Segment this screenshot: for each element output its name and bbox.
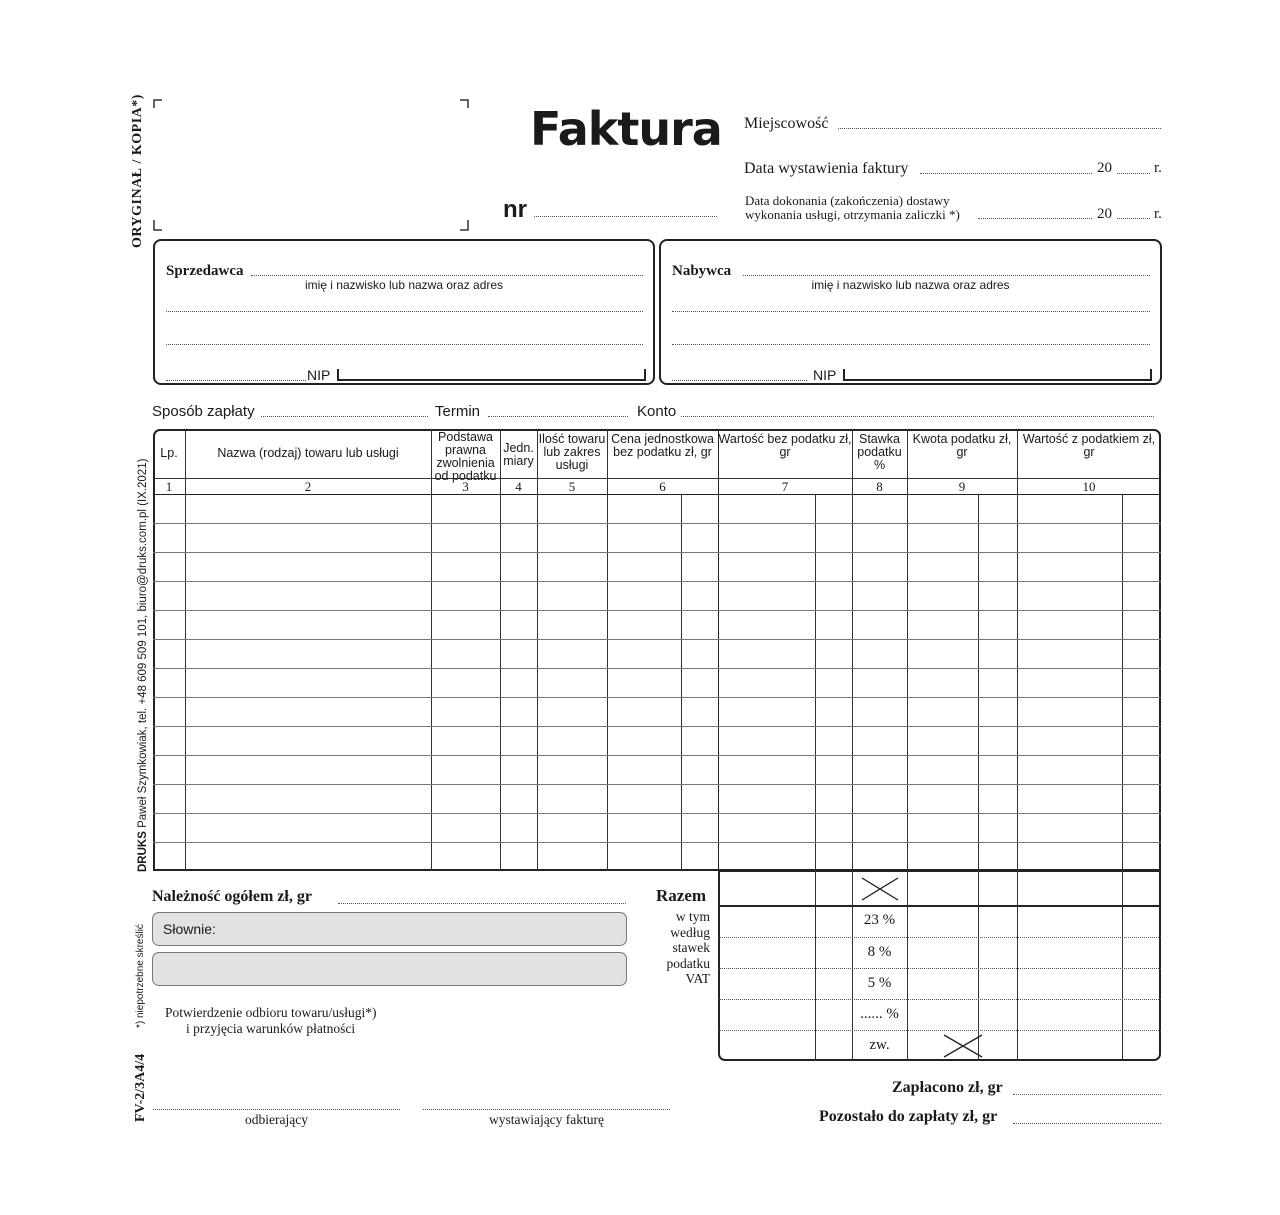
column-header: Wartość bez podatku zł, gr	[718, 432, 852, 459]
table-row[interactable]	[153, 523, 1161, 552]
payment-account-label: Konto	[637, 403, 677, 420]
vat-summary-frame	[718, 871, 1161, 1061]
table-row[interactable]	[153, 726, 1161, 755]
seller-nip-field[interactable]	[337, 369, 646, 381]
total-due-field[interactable]	[338, 903, 626, 904]
amount-in-words-field-2[interactable]	[152, 952, 627, 986]
row-divider	[153, 784, 1161, 785]
cross-mark-icon	[860, 876, 900, 902]
payment-method-label: Sposób zapłaty	[152, 403, 255, 420]
buyer-nip-prefix-line	[672, 380, 807, 381]
table-row[interactable]	[153, 697, 1161, 726]
form-code: FV-2/3A4/4	[133, 1053, 148, 1122]
payment-method-field[interactable]	[261, 416, 428, 417]
delivery-date-year-suffix: r.	[1154, 206, 1162, 222]
vat-row-divider	[718, 1030, 1161, 1031]
vat-column-divider	[1017, 871, 1018, 1061]
issue-date-label: Data wystawienia faktury	[744, 160, 909, 177]
column-header: Jedn. miary	[503, 441, 534, 468]
vat-column-divider	[907, 871, 908, 1061]
buyer-address-line2[interactable]	[672, 344, 1150, 345]
vat-rate-cell[interactable]	[853, 937, 906, 968]
payment-term-field[interactable]	[488, 416, 628, 417]
row-divider	[153, 726, 1161, 727]
vat-rate-label: 5 %	[867, 974, 892, 991]
column-number: 2	[304, 479, 312, 494]
column-number: 9	[958, 479, 966, 494]
row-divider	[153, 842, 1161, 843]
column-number: 1	[165, 479, 173, 494]
vat-rate-cell[interactable]	[853, 1030, 906, 1061]
table-row[interactable]	[153, 610, 1161, 639]
column-number: 7	[781, 479, 789, 494]
row-divider	[153, 523, 1161, 524]
buyer-hint: imię i nazwisko lub nazwa oraz adres	[811, 278, 1010, 292]
confirm-receipt-line2: i przyjęcia warunków płatności	[186, 1021, 356, 1036]
seller-nip-label: NIP	[307, 367, 331, 383]
vat-caption-line: podatku	[666, 955, 710, 971]
table-row[interactable]	[153, 813, 1161, 842]
issue-date-field[interactable]	[920, 173, 1092, 174]
column-header: Cena jednostkowa bez podatku zł, gr	[611, 432, 714, 459]
vat-decimal-divider	[815, 871, 816, 1061]
column-number: 6	[659, 479, 666, 494]
seller-hint: imię i nazwisko lub nazwa oraz adres	[304, 278, 504, 292]
table-row[interactable]	[153, 581, 1161, 610]
invoice-number-label: nr	[503, 196, 527, 223]
issuer-signature-field[interactable]	[423, 1109, 670, 1110]
delivery-date-label-line1: Data dokonania (zakończenia) dostawy	[745, 193, 950, 208]
vat-row-divider	[718, 999, 1161, 1000]
seller-nip-prefix-line	[166, 380, 306, 381]
column-number: 5	[568, 479, 576, 494]
row-divider	[153, 639, 1161, 640]
buyer-box	[659, 239, 1162, 385]
table-row[interactable]	[153, 755, 1161, 784]
buyer-name-field[interactable]	[743, 275, 1150, 276]
seller-address-line2[interactable]	[166, 344, 643, 345]
vat-caption-line: VAT	[685, 971, 710, 986]
vat-caption-line: stawek	[672, 940, 710, 955]
buyer-nip-field[interactable]	[843, 369, 1152, 381]
paid-field[interactable]	[1013, 1094, 1161, 1095]
place-label: Miejscowość	[744, 115, 829, 132]
column-header: Lp.	[160, 446, 178, 460]
column-header: Wartość z podatkiem zł, gr	[1022, 432, 1156, 459]
paid-label: Zapłacono zł, gr	[892, 1079, 1003, 1096]
column-number: 3	[462, 479, 469, 494]
column-number: 8	[876, 479, 883, 494]
delivery-date-label-line2: wykonania usługi, otrzymania zaliczki *)	[745, 207, 960, 222]
buyer-address-line1[interactable]	[672, 311, 1150, 312]
receiver-label: odbierający	[245, 1112, 308, 1127]
delivery-date-year-prefix: 20	[1097, 206, 1112, 222]
vat-rate-label: zw.	[869, 1036, 890, 1053]
remaining-label: Pozostało do zapłaty zł, gr	[819, 1108, 998, 1125]
vat-rate-label: 8 %	[867, 943, 892, 960]
issuer-label: wystawiający fakturę	[488, 1112, 605, 1127]
remaining-field[interactable]	[1013, 1123, 1161, 1124]
table-row[interactable]	[153, 494, 1161, 523]
payment-term-label: Termin	[435, 403, 481, 420]
vat-rate-label: ...... %	[860, 1005, 899, 1022]
cross-mark-icon	[942, 1033, 984, 1059]
row-divider	[153, 552, 1161, 553]
publisher-imprint	[137, 459, 149, 872]
payment-account-field[interactable]	[681, 416, 1154, 417]
vat-rate-cell[interactable]	[853, 905, 906, 937]
place-field[interactable]	[838, 128, 1161, 129]
seller-box	[153, 239, 655, 385]
razem-divider	[718, 905, 1161, 907]
row-divider	[153, 581, 1161, 582]
buyer-label: Nabywca	[672, 263, 732, 279]
row-divider	[153, 610, 1161, 611]
table-row[interactable]	[153, 639, 1161, 668]
column-header: Podstawa prawna zwolnienia od podatku	[434, 430, 497, 483]
razem-label: Razem	[656, 886, 707, 905]
amount-in-words-field[interactable]	[152, 912, 627, 946]
column-header: Nazwa (rodzaj) towaru lub usługi	[217, 446, 399, 460]
column-header: Ilość towaru lub zakres usługi	[538, 432, 606, 472]
receiver-signature-field[interactable]	[153, 1109, 400, 1110]
invoice-number-field[interactable]	[534, 216, 717, 217]
footnote: *) niepotrzebne skreślić	[135, 924, 146, 1028]
row-divider	[153, 668, 1161, 669]
table-row[interactable]	[153, 784, 1161, 813]
column-number: 10	[1082, 479, 1096, 494]
vat-decimal-divider	[1122, 871, 1123, 1061]
column-number: 4	[515, 479, 522, 494]
total-due-label: Należność ogółem zł, gr	[152, 888, 312, 905]
row-divider	[153, 697, 1161, 698]
delivery-date-year-field[interactable]	[1117, 218, 1150, 219]
row-divider	[153, 813, 1161, 814]
delivery-date-field[interactable]	[978, 218, 1092, 219]
issue-date-year-suffix: r.	[1154, 160, 1162, 176]
confirm-receipt-line1: Potwierdzenie odbioru towaru/usługi*)	[165, 1005, 377, 1020]
vat-row-divider	[718, 968, 1161, 969]
vat-caption-line: w tym	[675, 909, 710, 924]
issue-date-year-field[interactable]	[1117, 173, 1150, 174]
vat-rate-label: 23 %	[863, 912, 896, 928]
amount-in-words-label: Słownie:	[163, 921, 216, 937]
column-header: Stawka podatku %	[857, 432, 902, 472]
issue-date-year-prefix: 20	[1097, 160, 1112, 176]
publisher-info: Paweł Szymkowiak, tel. +48 609 509 101, biuro@druks.com.pl (IX.2021)	[137, 458, 149, 828]
column-header: Kwota podatku zł, gr	[912, 432, 1012, 459]
table-row[interactable]	[153, 668, 1161, 697]
buyer-nip-label: NIP	[813, 367, 837, 383]
row-divider	[153, 755, 1161, 756]
seller-label: Sprzedawca	[166, 263, 244, 279]
original-copy-label: ORYGINAŁ / KOPIA*)	[130, 94, 145, 248]
vat-rate-cell[interactable]	[853, 999, 906, 1030]
seller-address-line1[interactable]	[166, 311, 643, 312]
vat-rate-cell[interactable]	[853, 968, 906, 999]
stamp-corner-marks	[152, 98, 472, 232]
invoice-title: Faktura	[530, 102, 722, 156]
seller-name-field[interactable]	[251, 275, 643, 276]
table-row[interactable]	[153, 552, 1161, 581]
vat-row-divider	[718, 937, 1161, 938]
table-row[interactable]	[153, 842, 1161, 871]
vat-caption-line: według	[670, 924, 710, 940]
publisher-brand: DRUKS	[137, 831, 149, 872]
